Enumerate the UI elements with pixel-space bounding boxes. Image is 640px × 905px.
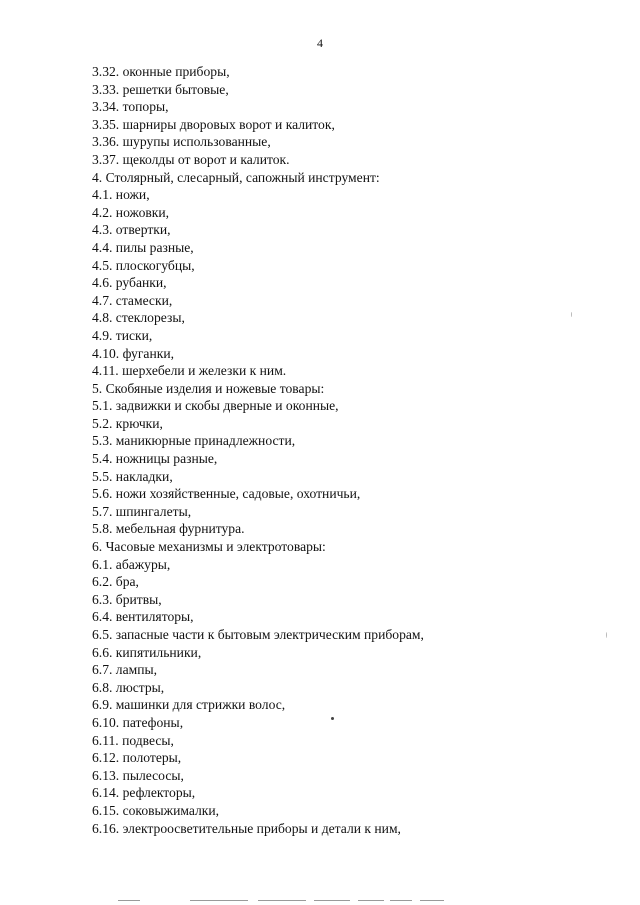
list-item: 6.16. электроосветительные приборы и детали к ним, [92,820,401,836]
list-item: 4.9. тиски, [92,327,153,343]
list-item: 5.6. ножи хозяйственные, садовые, охотничьи, [92,486,361,502]
list-item: 4.7. стамески, [92,292,173,308]
list-item: 5.1. задвижки и скобы дверные и оконные, [92,398,339,414]
item-list [92,63,612,837]
scan-edge-line [314,900,350,901]
list-item: 4.2. ножовки, [92,204,170,220]
list-item: 6.5. запасные части к бытовым электрическим приборам, [92,627,424,642]
list-item: 5.5. накладки, [92,468,173,484]
list-item: 4.4. пилы разные, [92,239,194,255]
scan-edge-line [390,900,412,901]
list-item: 6.1. абажуры, [92,556,171,572]
list-item: 5.3. маникюрные принадлежности, [92,433,296,449]
list-item: 3.34. топоры, [92,99,169,115]
list-item: 6. Часовые механизмы и электротовары: [92,539,326,555]
scan-edge-line [258,900,306,901]
list-item: 6.7. лампы, [92,662,158,678]
list-item: 6.14. рефлекторы, [92,785,196,801]
scan-speck [606,632,607,638]
scan-speck [331,717,334,720]
list-item: 6.4. вентиляторы, [92,609,194,625]
list-item: 3.37. щеколды от ворот и калиток. [92,151,290,167]
list-item: 6.12. полотеры, [92,750,182,766]
list-item: 6.6. кипятильники, [92,644,202,660]
list-item: 4.1. ножи, [92,187,150,203]
scan-edge-line [118,900,140,901]
list-item: 5.8. мебельная фурнитура. [92,521,245,537]
list-item: 5. Скобяные изделия и ножевые товары: [92,380,325,396]
list-item: 4.5. плоскогубцы, [92,257,195,273]
list-item: 6.13. пылесосы, [92,767,184,783]
list-item: 4.3. отвертки, [92,222,171,238]
list-item: 6.11. подвесы, [92,732,174,748]
list-item: 6.2. бра, [92,574,139,590]
scan-edge-line [420,900,444,901]
page-number: 4 [317,36,323,50]
scan-edge-line [190,900,248,901]
list-item: 4.6. рубанки, [92,275,167,291]
list-item: 3.32. оконные приборы, [92,64,230,79]
list-item: 6.9. машинки для стрижки волос, [92,697,286,713]
list-item: 3.36. шурупы использованные, [92,134,271,150]
scan-speck [571,312,572,317]
scan-edge-line [358,900,384,901]
list-item: 6.15. соковыжималки, [92,802,220,818]
list-item: 5.2. крючки, [92,415,163,431]
list-item: 5.7. шпингалеты, [92,503,192,519]
list-item: 4.11. шерхебели и железки к ним. [92,363,287,379]
list-item: 3.35. шарниры дворовых ворот и калиток, [92,116,335,132]
list-item: 4.8. стеклорезы, [92,310,185,326]
list-item: 4.10. фуганки, [92,345,175,361]
list-item: 6.3. бритвы, [92,591,162,607]
list-item: 5.4. ножницы разные, [92,451,218,467]
list-item: 3.33. решетки бытовые, [92,81,229,97]
list-item: 6.10. патефоны, [92,714,184,730]
list-item: 4. Столярный, слесарный, сапожный инструмент: [92,169,380,185]
list-item: 6.8. люстры, [92,679,165,695]
